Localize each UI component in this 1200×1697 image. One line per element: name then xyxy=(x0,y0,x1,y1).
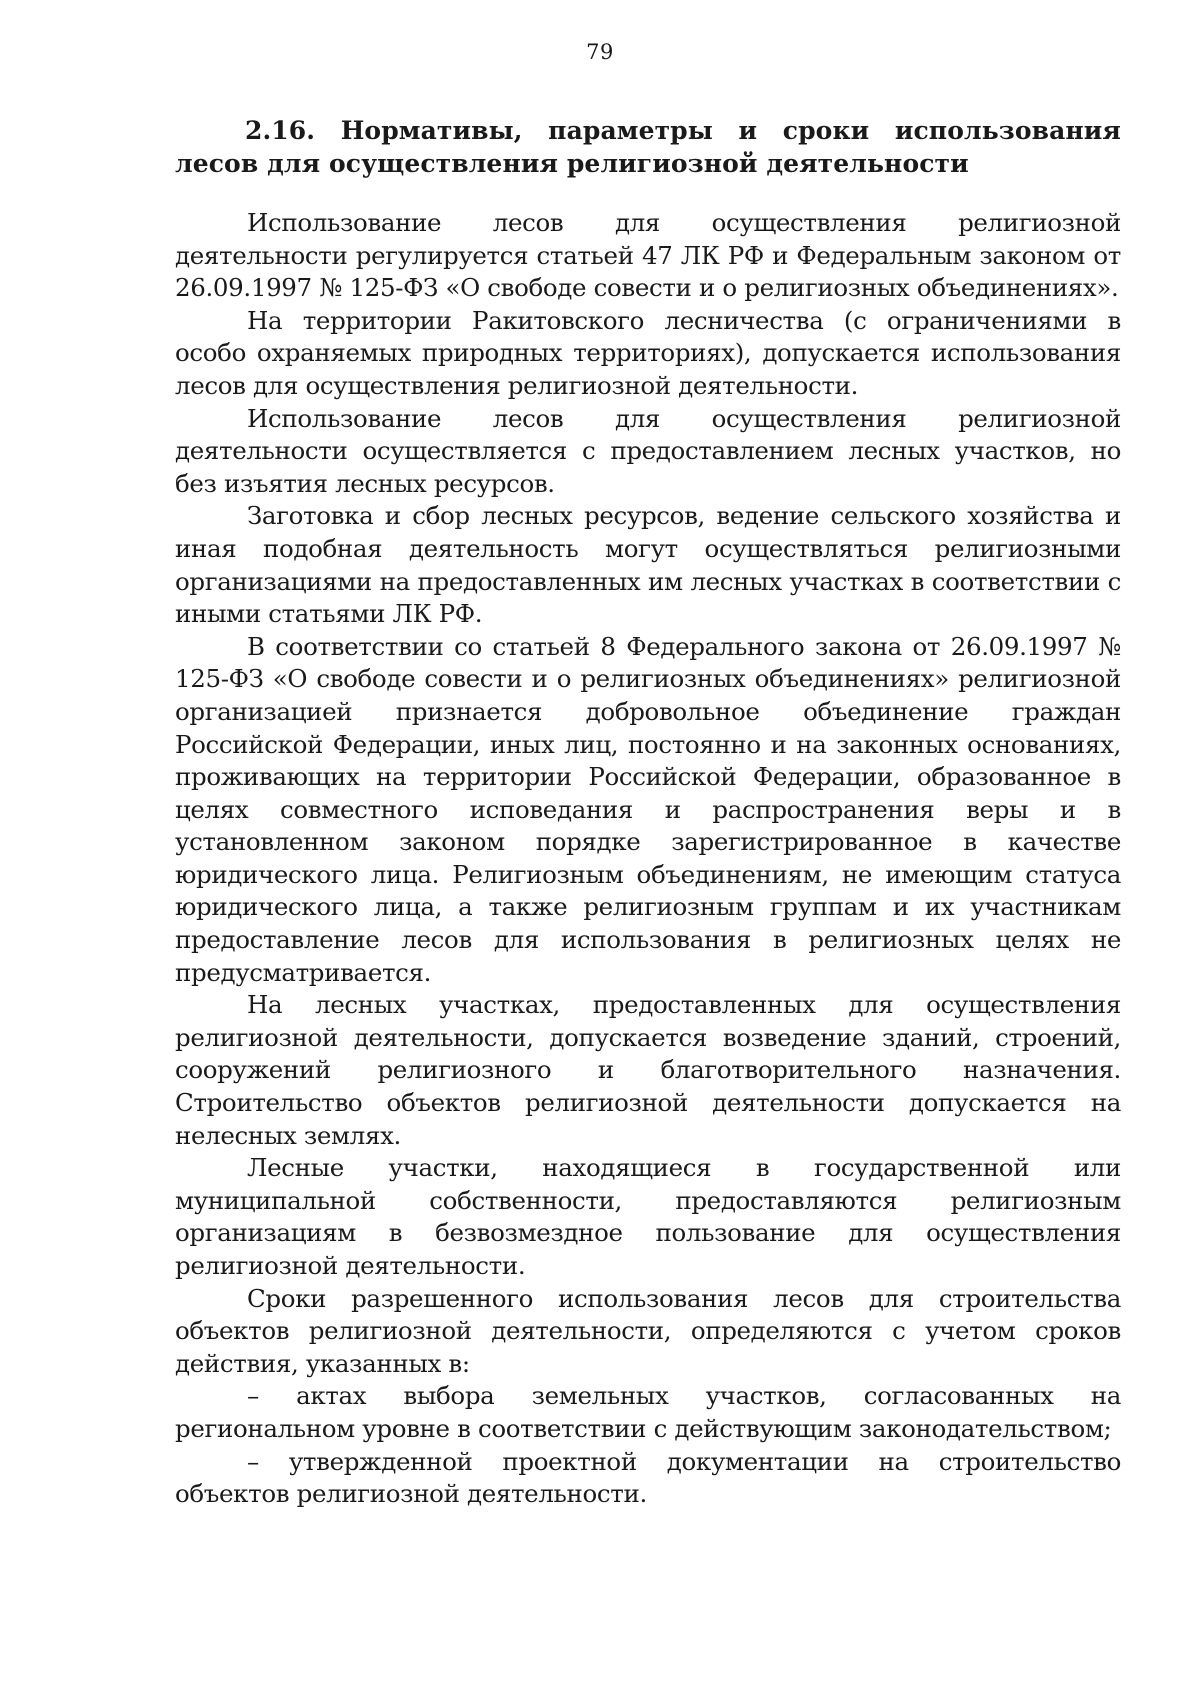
document-body xyxy=(175,114,1121,1511)
paragraph-free-use: Лесные участки, находящиеся в государственной или муниципальной собственности, предоставляются религиозным организациям в безвозмездное пользование для осуществления религиозной деятельности. xyxy=(175,1153,1121,1280)
page-number: 79 xyxy=(586,40,614,64)
paragraph-religious-organization-definition: В соответствии со статьей 8 Федерального закона от 26.09.1997 № 125-ФЗ «О свободе совести и о религиозных объединениях» религиозной организацией признается добровольное объединение граждан Российской Федерации, иных лиц, постоянно и на законных основаниях, проживающих на территории Российской Федерации, образованное в целях совместного исповедания и распространения веры и в установленном законом порядке зарегистрированное в качестве юридического лица. Религиозным объединениям, не имеющим статуса юридического лица, а также религиозным группам и их участникам предоставление лесов для использования в религиозных целях не предусматривается. xyxy=(175,631,1121,987)
list-item-project-documentation: – утвержденной проектной документации на строительство объектов религиозной деятельности. xyxy=(175,1446,1121,1509)
paragraph-terms: Сроки разрешенного использования лесов для строительства объектов религиозной деятельности, определяются с учетом сроков действия, указанных в: xyxy=(175,1283,1121,1378)
paragraph-resource-harvesting: Заготовка и сбор лесных ресурсов, ведение сельского хозяйства и иная подобная деятельность могут осуществляться религиозными организациями на предоставленных им лесных участках в соответствии с иными статьями ЛК РФ. xyxy=(175,501,1121,629)
paragraph-territory: На территории Ракитовского лесничества (с ограничениями в особо охраняемых природных территориях), допускается использования лесов для осуществления религиозной деятельности. xyxy=(175,305,1121,400)
section-heading: 2.16. Нормативы, параметры и сроки использования лесов для осуществления религиозной деятельности xyxy=(175,116,1121,178)
paragraph-construction: На лесных участках, предоставленных для осуществления религиозной деятельности, допускается возведение зданий, строений, сооружений религиозного и благотворительного назначения. Строительство объектов религиозной деятельности допускается на нелесных землях. xyxy=(175,990,1121,1150)
list-item-land-selection-acts: – актах выбора земельных участков, согласованных на региональном уровне в соответствии с действующим законодательством; xyxy=(175,1381,1121,1443)
paragraph-usage-mode: Использование лесов для осуществления религиозной деятельности осуществляется с предоставлением лесных участков, но без изъятия лесных ресурсов. xyxy=(175,403,1121,498)
paragraph-legal-basis: Использование лесов для осуществления религиозной деятельности регулируется статьей 47 ЛК РФ и Федеральным законом от 26.09.1997 № 125-ФЗ «О свободе совести и о религиозных объединениях». xyxy=(175,208,1121,303)
